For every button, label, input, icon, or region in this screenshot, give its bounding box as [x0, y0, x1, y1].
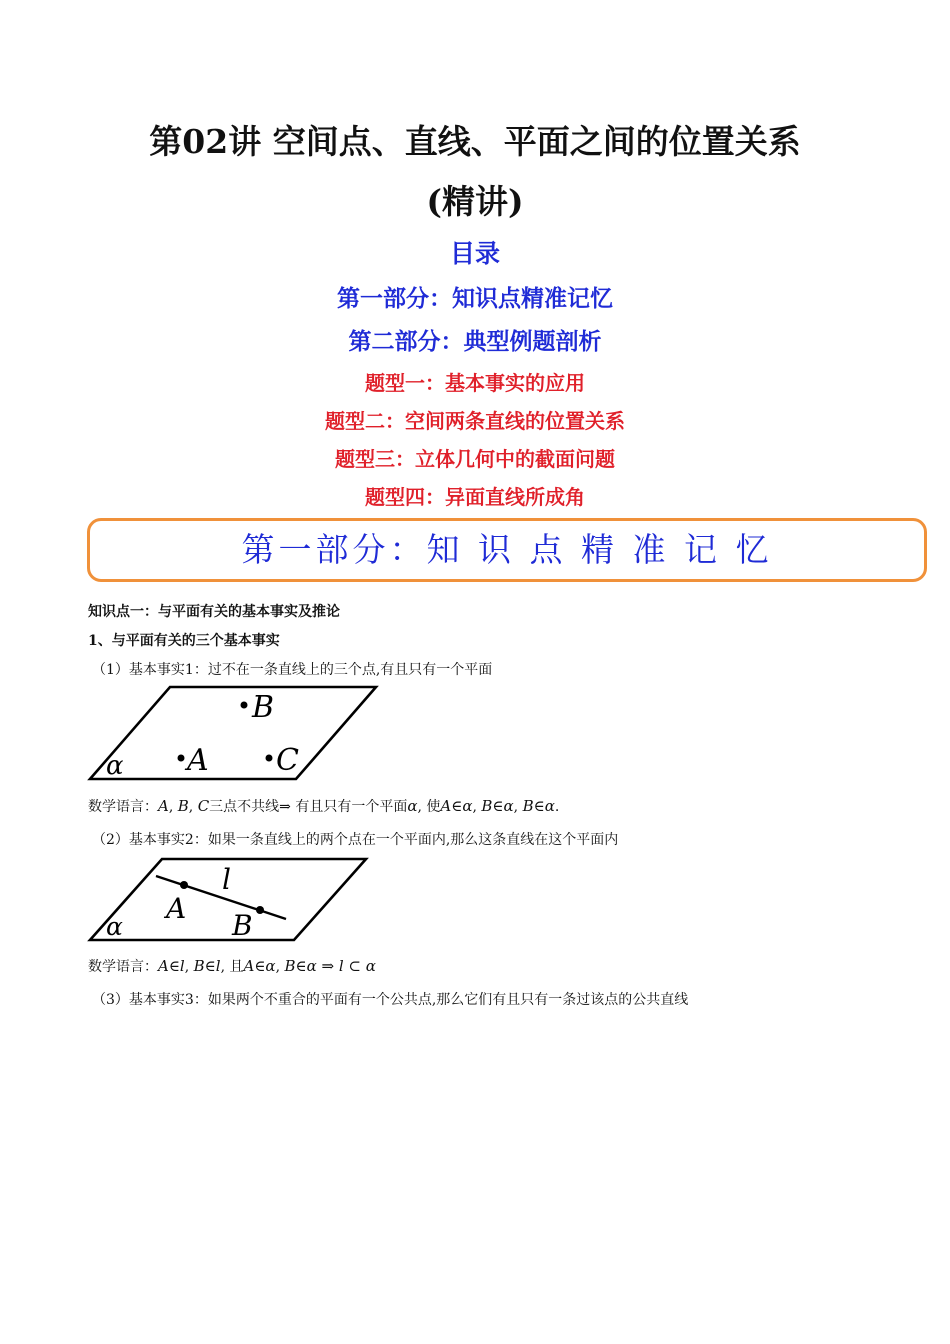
- label-a-2: A: [166, 892, 187, 925]
- math1-prefix: 数学语言：: [88, 799, 158, 815]
- math2-rel-2: B∈l: [193, 957, 221, 975]
- math1-point-c: C: [197, 797, 210, 815]
- label-b: B: [252, 690, 275, 725]
- fact-3-text: （3）基本事实3：如果两个不重合的平面有一个公共点,那么它们有且只有一条过该点的公共直线: [92, 992, 689, 1008]
- toc-type-4: 题型四：异面直线所成角: [365, 485, 585, 509]
- toc-type-2: 题型二：空间两条直线的位置关系: [325, 409, 625, 433]
- math2-sep2: ,: [275, 959, 285, 975]
- knowledge-point-1-title: 知识点一：与平面有关的基本事实及推论: [88, 604, 340, 620]
- math-language-2: [88, 956, 376, 976]
- math1-end: .: [554, 799, 560, 815]
- math1-sep2: ,: [188, 799, 198, 815]
- page-title-line1: 第02讲 空间点、直线、平面之间的位置关系: [149, 122, 801, 161]
- math2-prefix: 数学语言：: [88, 959, 158, 975]
- toc-heading: 目录: [449, 239, 500, 268]
- math1-sep3: ,: [472, 799, 482, 815]
- point-a-dot-2: [180, 881, 188, 889]
- math1-sep1: ,: [168, 799, 178, 815]
- point-b-dot: [241, 702, 248, 709]
- point-b-dot-2: [256, 906, 264, 914]
- math1-point-b: B: [177, 797, 189, 815]
- toc-part-2: 第二部分：典型例题剖析: [348, 329, 602, 355]
- label-l: l: [222, 863, 231, 896]
- math1-point-a: A: [158, 797, 169, 815]
- math1-rel-a: A∈α: [440, 797, 473, 815]
- point-a-dot: [178, 755, 185, 762]
- figure-plane-three-points: [86, 684, 381, 784]
- label-alpha: α: [106, 751, 124, 781]
- math2-middle: , 且: [220, 959, 244, 975]
- section-banner-text: 第一部分：知 识 点 精 准 记 忆: [241, 530, 773, 569]
- math2-rel-1: A∈l: [158, 957, 185, 975]
- plane-parallelogram: [90, 687, 376, 779]
- math1-tail: , 使: [417, 799, 441, 815]
- section-banner: [87, 518, 927, 582]
- fact-2-text: （2）基本事实2：如果一条直线上的两个点在一个平面内,那么这条直线在这个平面内: [92, 832, 619, 848]
- label-alpha-2: α: [106, 912, 123, 941]
- fact-1-text: （1）基本事实1：过不在一条直线上的三个点,有且只有一个平面: [92, 662, 493, 678]
- figure-plane-line: [86, 855, 371, 945]
- math1-middle: 三点不共线⇒ 有且只有一个平面: [209, 799, 408, 815]
- toc-type-3: 题型三：立体几何中的截面问题: [335, 447, 615, 471]
- page-title-line2: (精讲): [426, 182, 524, 221]
- math-language-1: [88, 796, 559, 816]
- math1-rel-b2: B∈α: [522, 797, 555, 815]
- label-c: C: [276, 743, 299, 778]
- math2-rel-4: B∈α ⇒ l ⊂ α: [284, 957, 376, 975]
- label-a: A: [187, 743, 209, 778]
- subsection-1-title: 1、与平面有关的三个基本事实: [88, 633, 280, 649]
- math1-rel-b: B∈α: [481, 797, 514, 815]
- label-b-2: B: [232, 909, 253, 942]
- math2-sep1: ,: [184, 959, 194, 975]
- math2-rel-3: A∈α: [243, 957, 276, 975]
- point-c-dot: [266, 755, 273, 762]
- toc-part-1: 第一部分：知识点精准记忆: [337, 286, 613, 312]
- math1-sep4: ,: [513, 799, 523, 815]
- toc-type-1: 题型一：基本事实的应用: [365, 371, 585, 395]
- math1-alpha: α: [407, 797, 418, 815]
